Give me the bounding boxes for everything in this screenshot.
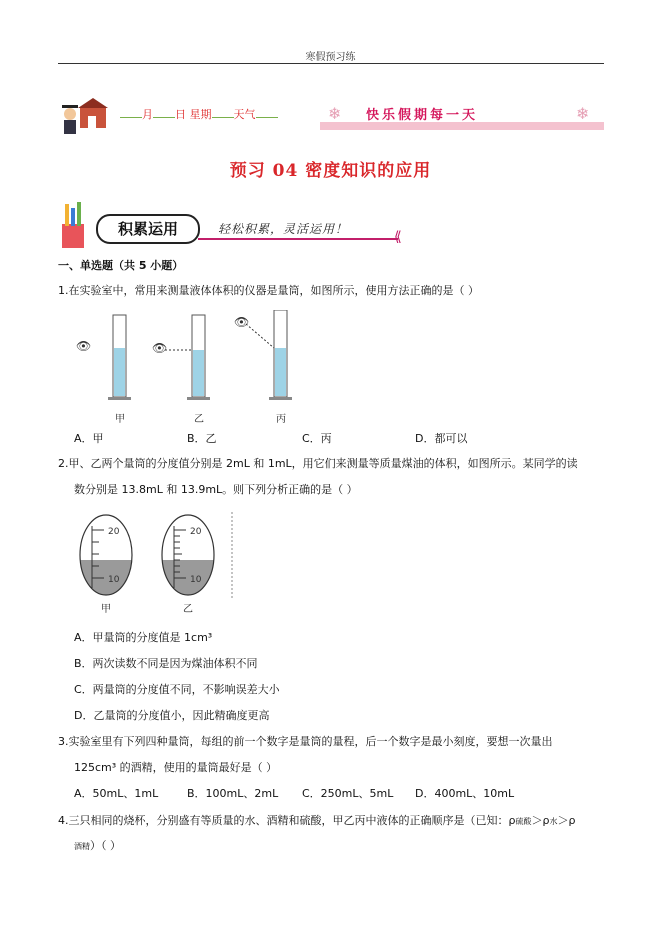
slogan-band [320,104,604,130]
q1-caption-jia: 甲 [115,414,125,425]
snowflake-icon: ❄ [328,104,342,123]
header-rule [58,63,604,64]
scale-jia [76,515,136,598]
eye-icon: 👁 [152,341,168,355]
day-label: 日 [175,108,186,121]
q3-option-a: A．50mL、1mL [74,787,159,800]
q2-option-a: A．甲量筒的分度值是 1cm³ [74,631,213,644]
q3-option-c: C．250mL、5mL [302,787,394,800]
pencil-cup-icon [58,202,88,250]
q2-scales-figure [76,512,236,598]
q3-option-d: D．400mL、10mL [415,787,515,800]
snowflake-icon: ❄ [576,104,590,123]
q2-option-d: D．乙量筒的分度值小，因此精确度更高 [74,709,270,722]
cylinder-jia [108,315,131,400]
holiday-banner [58,96,604,136]
part-heading: 一、单选题（共 5 小题） [58,259,184,272]
q2-caption-yi: 乙 [183,604,193,615]
q4-compare-1: ＞ρ [531,814,550,827]
student-school-illustration [58,96,114,136]
q1-option-b: B．乙 [187,432,217,445]
scale-jia-bottom-label: 10 [108,575,120,585]
section-motto: 轻松积累，灵活运用！ [218,222,349,236]
day-blank [153,117,175,118]
q1-option-d: D．都可以 [415,432,468,445]
q4-sub-alcohol: 酒精 [74,842,90,851]
month-label: 月 [142,108,153,121]
date-weather-line [120,106,278,122]
cylinder-yi [165,315,210,400]
q3-stem-line1: 3.实验室里有下列四种量筒，每组的前一个数字是量筒的量程，后一个数字是最小刻度，要想一次量出 [58,735,553,748]
q3-stem-line2: 125cm³ 的酒精，使用的量筒最好是（ ） [74,761,278,774]
slogan-bar [320,122,604,130]
q3-option-b: B．100mL、2mL [187,787,279,800]
scale-yi-bottom-label: 10 [190,575,202,585]
q1-option-a: A．甲 [74,432,104,445]
q4-sub-water: 水 [549,817,558,826]
q2-stem-line2: 数分别是 13.8mL 和 13.9mL。则下列分析正确的是（ ） [74,483,358,496]
scale-yi [158,515,218,598]
q4-stem-text: 4.三只相同的烧杯，分别盛有等质量的水、酒精和硫酸，甲乙丙中液体的正确顺序是（已知：ρ [58,814,516,827]
month-blank [120,117,142,118]
q2-stem-line1: 2.甲、乙两个量筒的分度值分别是 2mL 和 1mL，用它们来测量等质量煤油的体积，如图所示。某同学的读 [58,457,578,470]
q4-compare-2: ＞ρ [557,814,576,827]
q1-stem: 1.在实验室中，常用来测量液体体积的仪器是量筒，如图所示，使用方法正确的是（ ） [58,284,479,297]
cylinder-bing [246,310,292,400]
q1-cylinders-figure [70,310,300,405]
q4-stem-line2 [74,838,121,855]
eye-icon: 👁 [76,339,92,353]
q4-stem-line1 [58,813,575,830]
section-banner [58,200,418,250]
scale-jia-top-label: 20 [108,527,120,537]
q2-option-c: C．两量筒的分度值不同，不影响误差大小 [74,683,280,696]
section-tag: 积累运用 [96,214,200,244]
q1-caption-yi: 乙 [194,414,204,425]
eye-icon: 👁 [234,315,250,329]
weekday-label: 星期 [189,108,212,121]
q4-stem-end: ）（ ） [90,839,121,852]
weather-label: 天气 [233,108,256,121]
q2-caption-jia: 甲 [101,604,111,615]
page-title: 预习 04 密度知识的应用 [229,161,432,181]
scale-yi-top-label: 20 [190,527,202,537]
slogan-text: 快乐假期每一天 [366,108,479,123]
weather-blank [256,117,278,118]
arrow-icon: ⟪ [394,229,402,245]
weekday-blank [212,117,234,118]
q1-caption-bing: 丙 [276,414,286,425]
q1-option-c: C．丙 [302,432,332,445]
section-underline [198,238,398,240]
q4-sub-sulfuric: 硫酸 [515,817,532,826]
q2-option-b: B．两次读数不同是因为煤油体积不同 [74,657,258,670]
running-header: 寒假预习练 [305,52,356,63]
